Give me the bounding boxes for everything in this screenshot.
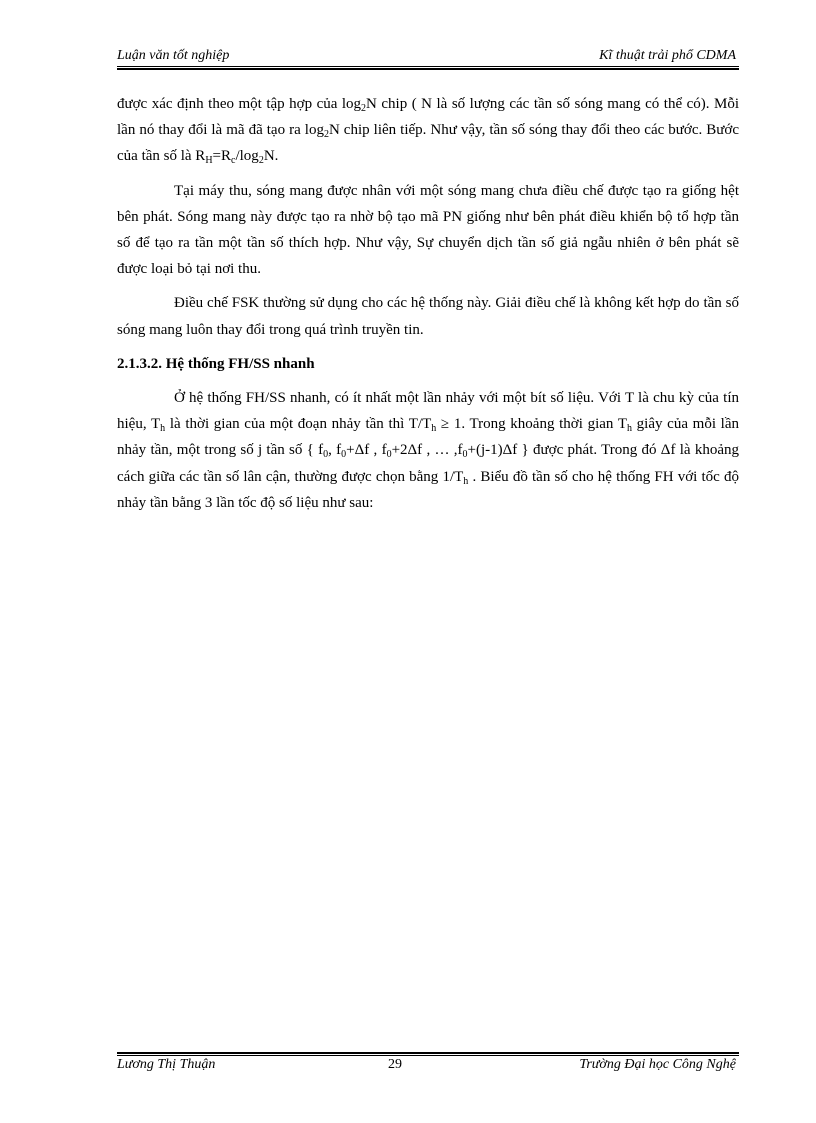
section-heading: 2.1.3.2. Hệ thống FH/SS nhanh (117, 355, 315, 372)
page-header (117, 48, 739, 66)
page-number: 29 (388, 1057, 402, 1072)
header-rule-thick (117, 68, 739, 70)
footer-rule-thick (117, 1052, 739, 1054)
paragraph-fast-fh: Ở hệ thống FH/SS nhanh, có ít nhất một lần nhảy với một bít số liệu. Với T là chu kỳ của tín hiệu, $T_h$ là thời gian của một đoạn nhảy tần thì $T/T_h \ge 1$. Trong khoảng thời gian $T_h$ giây của mỗi lần nhảy tần, một trong số j tần số { $f_0$, $f_0+\Delta f$ , $f_0+2\Delta f$ , … $,f_0+(j-1)\Delta f$ } được phát. Trong đó Δf là khoảng cách giữa các tần số lân cận, thường được chọn bằng $1/T_h$ . Biểu đồ tần số cho hệ thống FH với tốc độ nhảy tần bằng 3 lần tốc độ số liệu như sau: (117, 390, 740, 511)
header-rule-thin (117, 66, 739, 67)
paragraph-fsk: Điều chế FSK thường sử dụng cho các hệ thống này. Giải điều chế là không kết hợp do tần số sóng mang luôn thay đổi trong quá trình truyền tin. (117, 295, 739, 338)
page-body (117, 91, 739, 524)
header-thesis-label: Luận văn tốt nghiệp (117, 48, 230, 63)
footer-university: Trường Đại học Công Nghệ (579, 1057, 736, 1072)
paragraph-continuation: được xác định theo một tập hợp của $\log_2N$ chip ( N là số lượng các tần số sóng mang có thể có). Mỗi lần nó thay đổi là mã đã tạo ra $\log_2N$ chip liên tiếp. Như vậy, tần số sóng thay đổi theo các bước. Bước của tần số là $R_H=R_c/\log_2N$. (117, 96, 739, 167)
footer-rule-thin (117, 1055, 739, 1056)
page-footer (117, 1057, 739, 1075)
header-topic-label: Kĩ thuật trải phổ CDMA (599, 48, 736, 63)
footer-author: Lương Thị Thuận (117, 1057, 216, 1072)
paragraph-receiver: Tại máy thu, sóng mang được nhân với một sóng mang chưa điều chế được tạo ra giống hệt bên phát. Sóng mang này được tạo ra nhờ bộ tạo mã PN giống như bên phát điều khiển bộ tổ hợp tần số để tạo ra tần một tần số thích hợp. Như vậy, Sự chuyển dịch tần số giả ngẫu nhiên ở bên phát sẽ được loại bỏ tại nơi thu. (117, 182, 739, 278)
